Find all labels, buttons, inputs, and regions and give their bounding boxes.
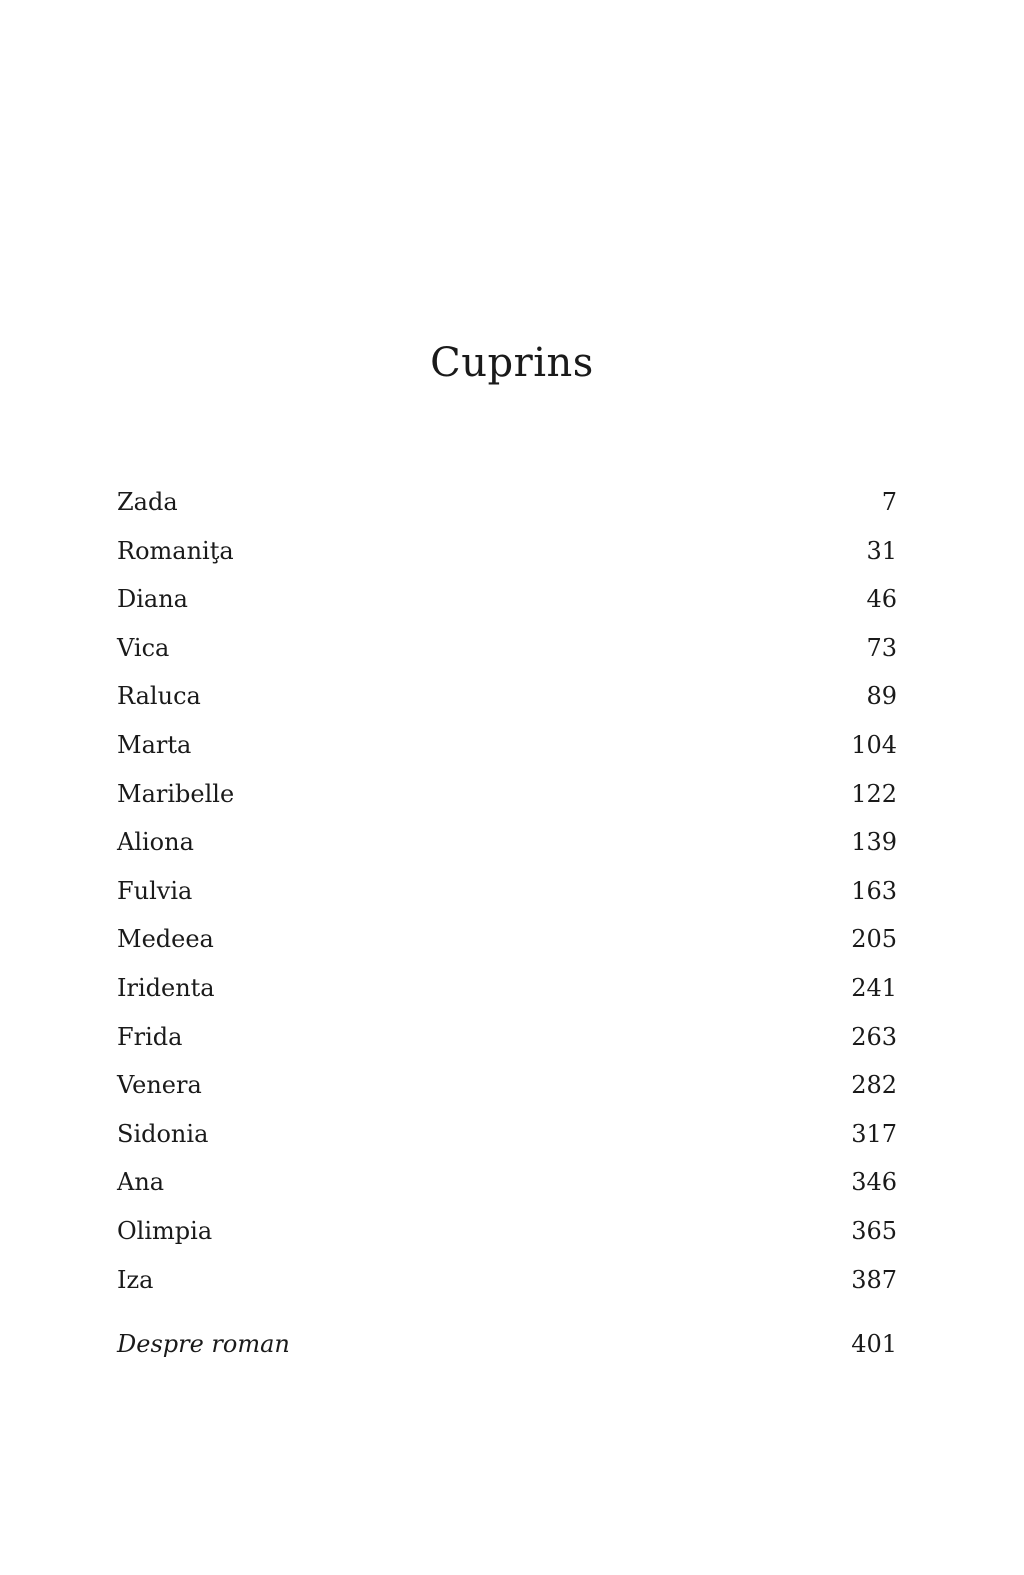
dot-leader xyxy=(175,616,858,656)
toc-entry[interactable] xyxy=(117,470,897,519)
toc-entry-title: Maribelle xyxy=(117,779,235,808)
toc-page-number: 282 xyxy=(851,1071,897,1100)
toc-entry-title: Fulvia xyxy=(117,876,193,905)
toc-entry-appendix[interactable] xyxy=(117,1312,897,1361)
toc-entry-title: Sidonia xyxy=(117,1119,209,1148)
toc-entry-title: Raluca xyxy=(117,682,201,711)
toc-entry-title: Vica xyxy=(117,633,170,662)
toc-page-number: 122 xyxy=(851,779,897,808)
toc-entry[interactable] xyxy=(117,616,897,665)
dot-leader xyxy=(200,810,843,850)
toc-entry-title: Frida xyxy=(117,1022,183,1051)
dot-leader xyxy=(194,567,858,607)
toc-entry-title: Ana xyxy=(117,1168,165,1197)
toc-page-number: 7 xyxy=(881,488,897,516)
dot-leader xyxy=(197,713,843,753)
toc-page-number: 89 xyxy=(866,682,897,711)
toc-entry-title: Marta xyxy=(117,730,192,759)
toc-entry-title: Romaniţa xyxy=(117,536,234,565)
toc-entry[interactable] xyxy=(117,567,897,616)
toc-entry[interactable] xyxy=(117,1005,897,1054)
dot-leader xyxy=(170,1150,843,1190)
toc-page-number: 317 xyxy=(851,1119,897,1148)
dot-leader xyxy=(240,519,859,559)
dot-leader xyxy=(198,859,843,899)
toc-page-number: 401 xyxy=(851,1330,897,1359)
toc-entry[interactable] xyxy=(117,713,897,762)
toc-page-number: 346 xyxy=(851,1168,897,1197)
toc-entry[interactable] xyxy=(117,907,897,956)
toc-entry-title: Diana xyxy=(117,585,188,614)
toc-page-number: 73 xyxy=(866,633,897,662)
toc-entry[interactable] xyxy=(117,956,897,1005)
toc-page-number: 387 xyxy=(851,1265,897,1294)
toc-entry[interactable] xyxy=(117,519,897,568)
page-title: Cuprins xyxy=(430,340,594,386)
toc-page-number: 31 xyxy=(866,536,897,565)
toc-entry[interactable] xyxy=(117,859,897,908)
toc-entry-title: Medeea xyxy=(117,925,214,954)
dot-leader xyxy=(184,470,874,510)
toc-page-number: 241 xyxy=(851,973,897,1002)
dot-leader xyxy=(208,1053,843,1093)
toc-page-number: 104 xyxy=(851,730,897,759)
toc-page-number: 163 xyxy=(851,876,897,905)
dot-leader xyxy=(240,762,843,802)
toc-page-number: 46 xyxy=(866,585,897,614)
toc-entry[interactable] xyxy=(117,810,897,859)
toc-entry-title: Zada xyxy=(117,488,178,516)
toc-page-number: 139 xyxy=(851,828,897,857)
dot-leader xyxy=(220,907,843,947)
toc-entry-title: Despre roman xyxy=(117,1330,290,1359)
toc-entry-title: Iza xyxy=(117,1265,154,1294)
toc-entry-title: Venera xyxy=(117,1071,202,1100)
dot-leader xyxy=(188,1005,843,1045)
table-of-contents xyxy=(117,470,897,1361)
toc-entry-title: Olimpia xyxy=(117,1216,213,1245)
toc-entry[interactable] xyxy=(117,762,897,811)
toc-entry[interactable] xyxy=(117,1248,897,1297)
dot-leader xyxy=(159,1248,843,1288)
toc-entry-title: Iridenta xyxy=(117,973,215,1002)
dot-leader xyxy=(207,664,859,704)
dot-leader xyxy=(214,1102,843,1142)
toc-entry[interactable] xyxy=(117,1150,897,1199)
toc-entry[interactable] xyxy=(117,1102,897,1151)
toc-page-number: 365 xyxy=(851,1216,897,1245)
toc-page-number: 263 xyxy=(851,1022,897,1051)
toc-entry[interactable] xyxy=(117,1199,897,1248)
dot-leader xyxy=(314,1312,843,1352)
dot-leader xyxy=(221,956,844,996)
toc-entry[interactable] xyxy=(117,1053,897,1102)
toc-entry[interactable] xyxy=(117,664,897,713)
toc-page-number: 205 xyxy=(851,925,897,954)
toc-entry-title: Aliona xyxy=(117,828,194,857)
dot-leader xyxy=(218,1199,843,1239)
